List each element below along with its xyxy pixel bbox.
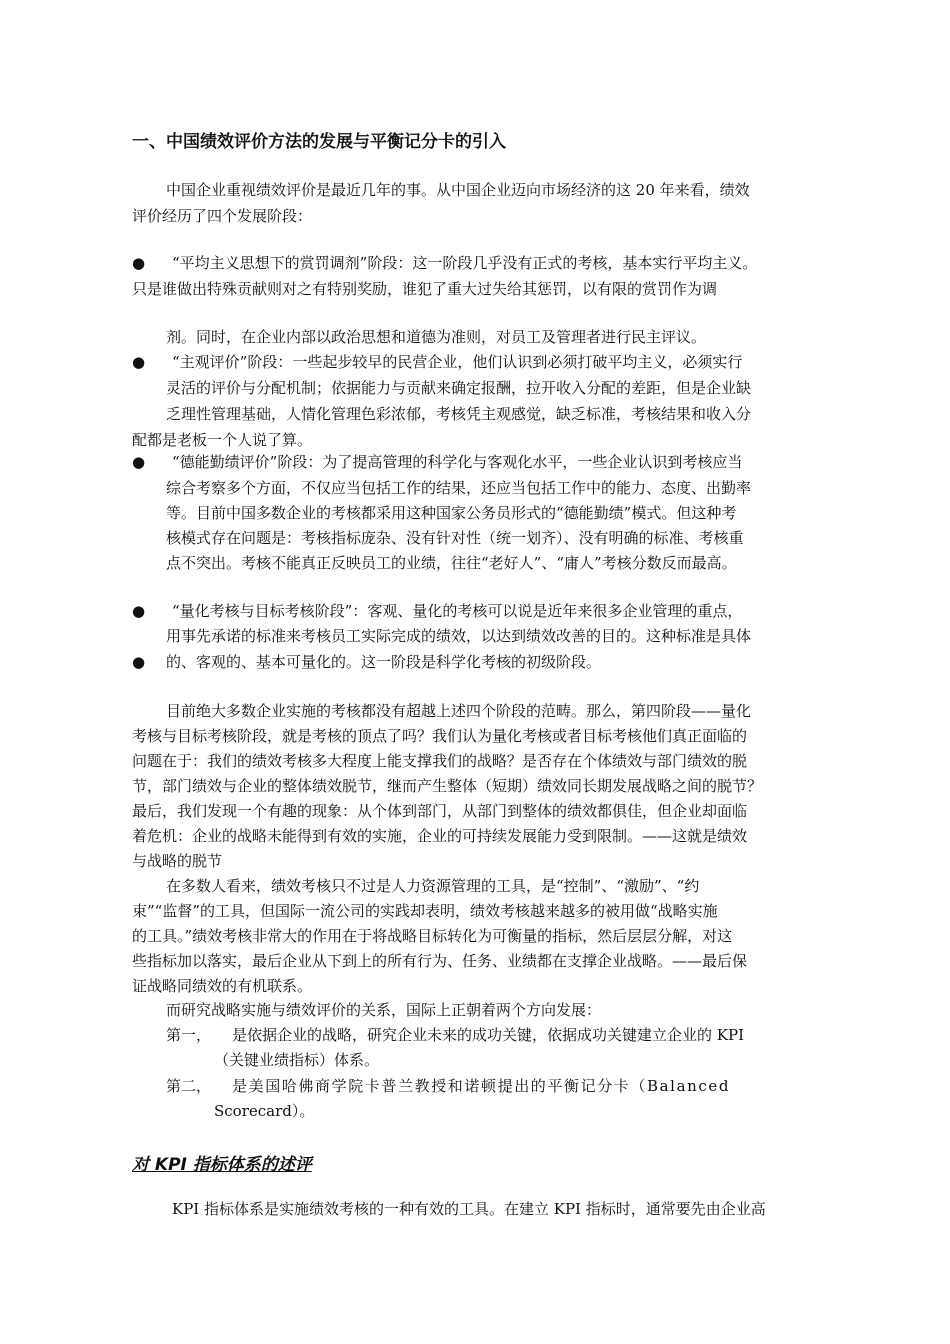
current-line-7: 与战略的脱节	[132, 852, 223, 870]
stage4-line-3: 的、客观的、基本可量化的。这一阶段是科学化考核的初级阶段。	[166, 653, 602, 671]
direction1-label: 第一，	[166, 1026, 212, 1044]
stage4-line-2: 用事先承诺的标准来考核员工实际完成的绩效，以达到绩效改善的目的。这种标准是具体	[166, 627, 752, 645]
direction2-label: 第二，	[166, 1077, 212, 1095]
direction1-line-1: 是依据企业的战略，研究企业未来的成功关键，依据成功关键建立企业的 KPI	[232, 1026, 744, 1044]
stage3-line-5: 点不突出。考核不能真正反映员工的业绩，往往“老好人”、“庸人”考核分数反而最高。	[166, 554, 737, 572]
bullet-icon: ●	[132, 602, 146, 620]
direction2-line-2: Scorecard）。	[214, 1102, 315, 1120]
stage4-line-1: “量化考核与目标考核阶段”：客观、量化的考核可以说是近年来很多企业管理的重点，	[172, 602, 743, 620]
current-line-3: 问题在于：我们的绩效考核多大程度上能支撑我们的战略？是否存在个体绩效与部门绩效的脱	[132, 752, 748, 770]
current-line-5: 最后，我们发现一个有趣的现象：从个体到部门，从部门到整体的绩效都俱佳，但企业却面临	[132, 802, 748, 820]
section-heading: 一、中国绩效评价方法的发展与平衡记分卡的引入	[132, 132, 506, 152]
intro-line-1: 中国企业重视绩效评价是最近几年的事。从中国企业迈向市场经济的这 20 年来看，绩效	[166, 181, 750, 199]
kpi-paragraph-line-1: KPI 指标体系是实施绩效考核的一种有效的工具。在建立 KPI 指标时，通常要先由企业高	[172, 1200, 766, 1218]
stage1-line-2: 只是谁做出特殊贡献则对之有特别奖励，谁犯了重大过失给其惩罚，以有限的赏罚作为调	[132, 280, 718, 298]
bullet-icon: ●	[132, 453, 146, 471]
stage3-line-3: 等。目前中国多数企业的考核都采用这种国家公务员形式的“德能勤绩”模式。但这种考	[166, 504, 737, 522]
many-line-4: 些指标加以落实，最后企业从下到上的所有行为、任务、业绩都在支撑企业战略。——最后保	[132, 952, 748, 970]
stage1-line-3: 剂。同时，在企业内部以政治思想和道德为准则，对员工及管理者进行民主评议。	[166, 328, 707, 346]
stage2-line-2: 灵活的评价与分配机制；依据能力与贡献来确定报酬，拉开收入分配的差距，但是企业缺	[166, 379, 752, 397]
current-line-4: 节，部门绩效与企业的整体绩效脱节，继而产生整体（短期）绩效同长期发展战略之间的脱节？	[132, 777, 763, 795]
many-line-1: 在多数人看来，绩效考核只不过是人力资源管理的工具，是“控制”、“激励”、“约	[166, 877, 700, 895]
kpi-subheading: 对 KPI 指标体系的述评	[132, 1155, 312, 1175]
stage2-line-4: 配都是老板一个人说了算。	[132, 431, 313, 449]
stage2-line-3: 乏理性管理基础，人情化管理色彩浓郁，考核凭主观感觉，缺乏标准，考核结果和收入分	[166, 405, 752, 423]
stage2-line-1: “主观评价”阶段：一些起步较早的民营企业，他们认识到必须打破平均主义，必须实行	[172, 353, 743, 371]
current-line-1: 目前绝大多数企业实施的考核都没有超越上述四个阶段的范畴。那么，第四阶段——量化	[166, 702, 752, 720]
many-line-2: 束”“监督”的工具，但国际一流公司的实践却表明，绩效考核越来越多的被用做“战略实施	[132, 902, 718, 920]
stage3-line-4: 核模式存在问题是：考核指标庞杂、没有针对性（统一划齐）、没有明确的标准、考核重	[166, 529, 744, 547]
stage3-line-1: “德能勤绩评价”阶段：为了提高管理的科学化与客观化水平，一些企业认识到考核应当	[172, 453, 743, 471]
direction1-line-2: （关键业绩指标）体系。	[214, 1051, 380, 1069]
direction2-line-1: 是美国哈佛商学院卡普兰教授和诺顿提出的平衡记分卡（Balanced	[232, 1077, 731, 1095]
many-line-5: 证战略同绩效的有机联系。	[132, 977, 313, 995]
research-line: 而研究战略实施与绩效评价的关系，国际上正朝着两个方向发展：	[166, 1001, 602, 1019]
bullet-icon: ●	[132, 353, 146, 371]
current-line-2: 考核与目标考核阶段，就是考核的顶点了吗？我们认为量化考核或者目标考核他们真正面临的	[132, 727, 748, 745]
many-line-3: 的工具。”绩效考核非常大的作用在于将战略目标转化为可衡量的指标，然后层层分解，对这	[132, 927, 733, 945]
stage1-line-1: “平均主义思想下的赏罚调剂”阶段：这一阶段几乎没有正式的考核，基本实行平均主义。	[172, 254, 758, 272]
stage3-line-2: 综合考察多个方面，不仅应当包括工作的结果，还应当包括工作中的能力、态度、出勤率	[166, 479, 752, 497]
intro-line-2: 评价经历了四个发展阶段：	[132, 207, 313, 225]
current-line-6: 着危机：企业的战略未能得到有效的实施，企业的可持续发展能力受到限制。——这就是绩效	[132, 827, 748, 845]
bullet-icon: ●	[132, 254, 146, 272]
bullet-icon: ●	[132, 653, 146, 671]
